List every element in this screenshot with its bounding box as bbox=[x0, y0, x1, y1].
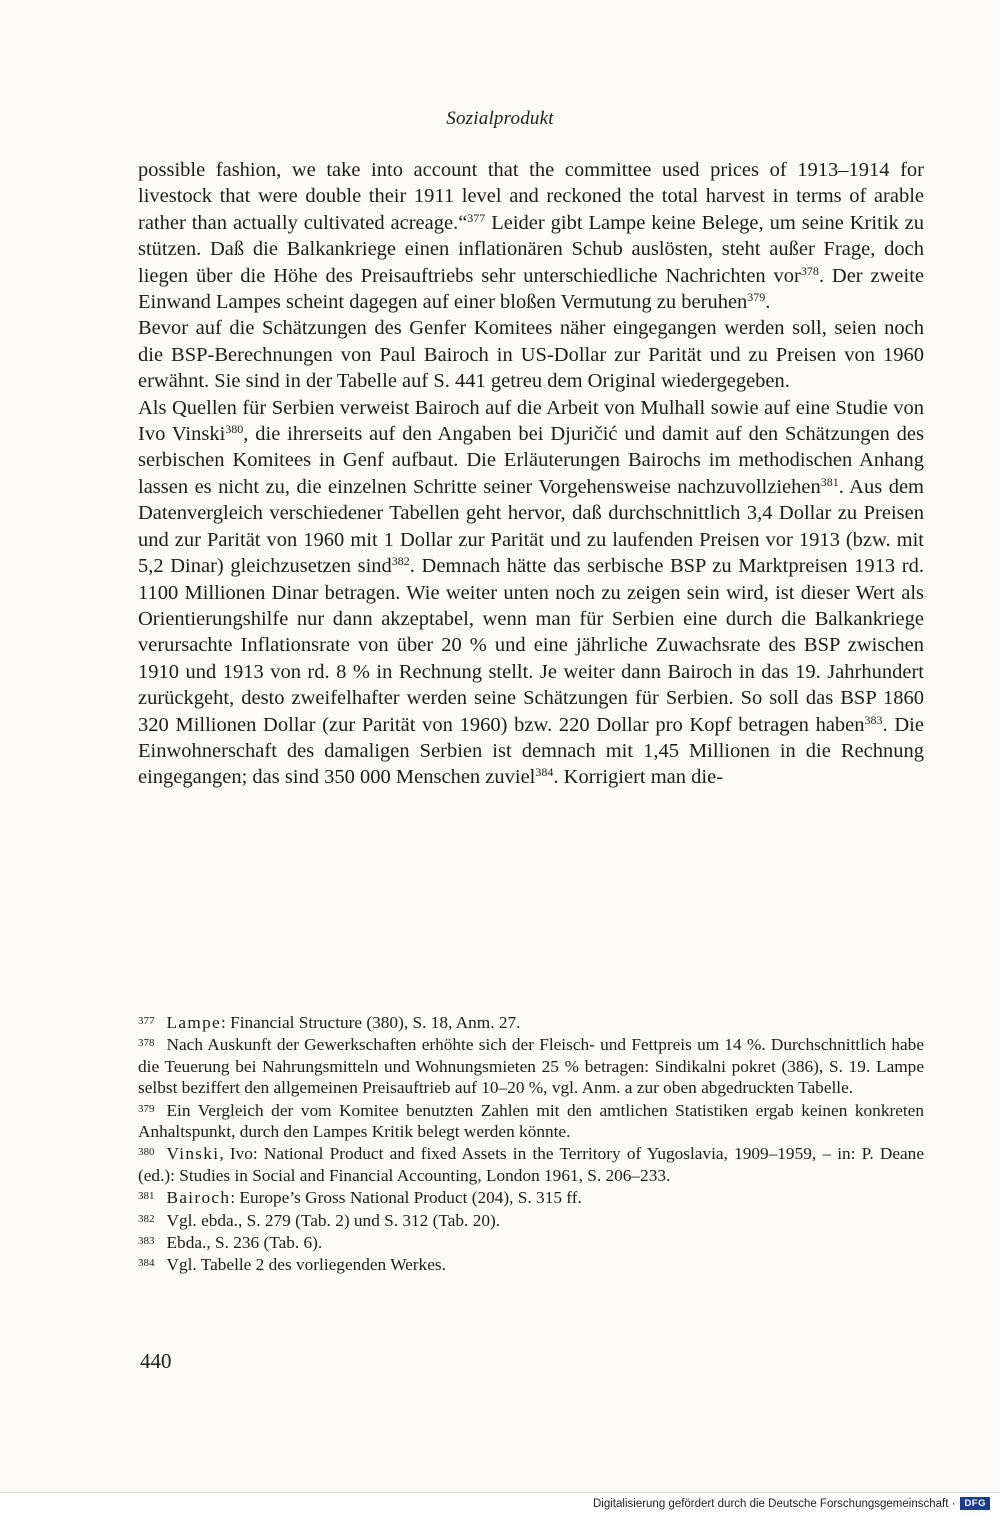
running-head: Sozialprodukt bbox=[446, 108, 554, 129]
footnote-384 bbox=[138, 1253, 924, 1275]
footnote-number: 379 bbox=[138, 1102, 155, 1115]
text-run: . Aus dem Datenvergleich verschiedener Tabellen geht hervor, daß durchschnittlich 3,4 Dollar zu Preisen und zur Parität von 1960 mit 1 Dollar zur Parität und zu laufenden Preisen vor 1913 (bzw. mit 5,2 Dinar) gleichzusetzen sind bbox=[138, 475, 924, 578]
body-text bbox=[138, 157, 924, 791]
footnote-number: 380 bbox=[138, 1146, 155, 1159]
text-run: . Die Einwohnerschaft des damaligen Serbien ist demnach mit 1,45 Millionen in die Rechnung eingegangen; das sind 350 000 Menschen zuviel bbox=[138, 713, 924, 789]
text-run: possible fashion, we take into account that the committee used prices of 1913–1914 for livestock that were double their 1911 level and reckoned the total harvest in terms of arable rather than actually cultivated acreage.“ bbox=[138, 159, 924, 234]
footnote-number: 377 bbox=[138, 1015, 155, 1027]
paragraph-3 bbox=[138, 395, 924, 791]
footnote-number: 384 bbox=[138, 1257, 155, 1270]
footnote-ref[interactable]: 380 bbox=[225, 422, 244, 437]
page-number: 440 bbox=[140, 1349, 172, 1373]
text-run: . bbox=[765, 291, 771, 314]
text-run: , die ihrerseits auf den Angaben bei Djuričić und damit auf den Schätzungen des serbischen Komitees in Genf aufbaut. Die Erläuterungen Bairochs im methodischen Anhang lassen es nicht zu, die einzelnen Schritte seiner Vorgehensweise nachzuvollziehen bbox=[138, 423, 924, 498]
text-run: . Demnach hätte das serbische BSP zu Marktpreisen 1913 rd. 1100 Millionen Dinar betragen. Wie weiter unten noch zu zeigen sein wird, ist dieser Wert als Orientierungshilfe nur dann akzeptabel, wenn man für Serbien eine durch die Balkankriege verursachte Inflationsrate von über 20 % und eine jährliche Zuwachsrate des BSP zwischen 1910 und 1913 von rd. 8 % in Rechnung stellt. Je weiter dann Bairoch in das 19. Jahrhundert zurückgeht, desto zweifelhafter werden seine Schätzungen für Serbien. So soll das BSP 1860 320 Millionen Dollar (zur Parität von 1960) bzw. 220 Dollar pro Kopf betragen haben bbox=[138, 555, 924, 736]
footnote-number: 382 bbox=[138, 1212, 155, 1225]
text-run: Als Quellen für Serbien verweist Bairoch auf die Arbeit von Mulhall sowie auf eine Studie von Ivo Vinski bbox=[138, 396, 924, 446]
dfg-logo-icon[interactable]: DFG bbox=[960, 1497, 990, 1510]
credit-text: Digitalisierung gefördert durch die Deutsche Forschungsgemeinschaft · bbox=[593, 1497, 956, 1510]
footnote-text: Vgl. Tabelle 2 des vorliegenden Werkes. bbox=[166, 1255, 446, 1275]
paragraph-2: Bevor auf die Schätzungen des Genfer Komitees näher eingegangen werden soll, seien noch die BSP-Berechnungen von Paul Bairoch in US-Dollar zur Parität und zu Preisen von 1960 erwähnt. Sie sind in der Tabelle auf S. 441 getreu dem Original wiedergegeben. bbox=[138, 317, 924, 393]
footnote-number: 383 bbox=[138, 1235, 155, 1248]
footnote-text: Ebda., S. 236 (Tab. 6). bbox=[166, 1233, 323, 1253]
footnote-ref[interactable]: 378 bbox=[800, 263, 819, 278]
footnotes bbox=[138, 1011, 924, 1276]
footnote-text: Vgl. ebda., S. 279 (Tab. 2) und S. 312 (Tab. 20). bbox=[166, 1210, 501, 1230]
footnote-379 bbox=[138, 1099, 924, 1143]
footnote-text: Ein Vergleich der vom Komitee benutzten Zahlen mit den amtlichen Statistiken ergab keinen konkreten Anhaltspunkt, durch den Lampes Kritik belegt werden könnte. bbox=[138, 1100, 924, 1142]
footnote-author: Vinski bbox=[166, 1144, 220, 1164]
footnote-378 bbox=[138, 1033, 924, 1098]
credit-bar bbox=[0, 1492, 1000, 1514]
footnote-380 bbox=[138, 1142, 924, 1186]
footnote-text: , Ivo: National Product and fixed Assets in the Territory of Yugoslavia, 1909–1959, – in: P. Deane (ed.): Studies in Social and Financial Accounting, London 1961, S. 206–233. bbox=[138, 1144, 924, 1185]
footnote-number: 381 bbox=[138, 1190, 155, 1203]
footnote-ref[interactable]: 377 bbox=[467, 210, 486, 225]
footnote-383 bbox=[138, 1231, 924, 1253]
footnote-text: Nach Auskunft der Gewerkschaften erhöhte sich der Fleisch- und Fettpreis um 14 %. Durchschnittlich habe die Teuerung bei Nahrungsmitteln und Wohnungsmieten 25 % betragen: Sindikalni pokret (386), S. 19. Lampe selbst beziffert den allgemeinen Preisauftrieb auf 10–20 %, vgl. Anm. a zur oben abgedruckten Tabelle. bbox=[138, 1035, 924, 1098]
footnote-author: Bairoch bbox=[166, 1188, 231, 1208]
text-run: . Der zweite Einwand Lampes scheint dagegen auf einer bloßen Vermutung zu beruhen bbox=[138, 264, 924, 314]
footnote-ref[interactable]: 384 bbox=[535, 765, 554, 780]
text-run: Leider gibt Lampe keine Belege, um seine Kritik zu stützen. Daß die Balkankriege einen inflationären Schub auslösten, steht außer Frage, doch liegen über die Höhe des Preisauftriebs sehr unterschiedliche Nachrichten vor bbox=[138, 211, 924, 287]
footnote-number: 378 bbox=[138, 1037, 155, 1050]
footnote-text: : Europe’s Gross National Product (204), S. 315 ff. bbox=[230, 1188, 582, 1208]
text-run: . Korrigiert man die- bbox=[553, 766, 724, 789]
footnote-377 bbox=[138, 1011, 924, 1033]
footnote-381 bbox=[138, 1186, 924, 1208]
footnote-ref[interactable]: 382 bbox=[391, 554, 410, 569]
footnote-ref[interactable]: 379 bbox=[747, 290, 766, 305]
footnote-author: Lampe bbox=[166, 1013, 221, 1032]
footnote-382 bbox=[138, 1209, 924, 1231]
paragraph-1 bbox=[138, 157, 924, 315]
footnote-text: : Financial Structure (380), S. 18, Anm. 27. bbox=[220, 1013, 521, 1032]
footnote-ref[interactable]: 383 bbox=[864, 712, 883, 727]
footnote-ref[interactable]: 381 bbox=[820, 474, 839, 489]
